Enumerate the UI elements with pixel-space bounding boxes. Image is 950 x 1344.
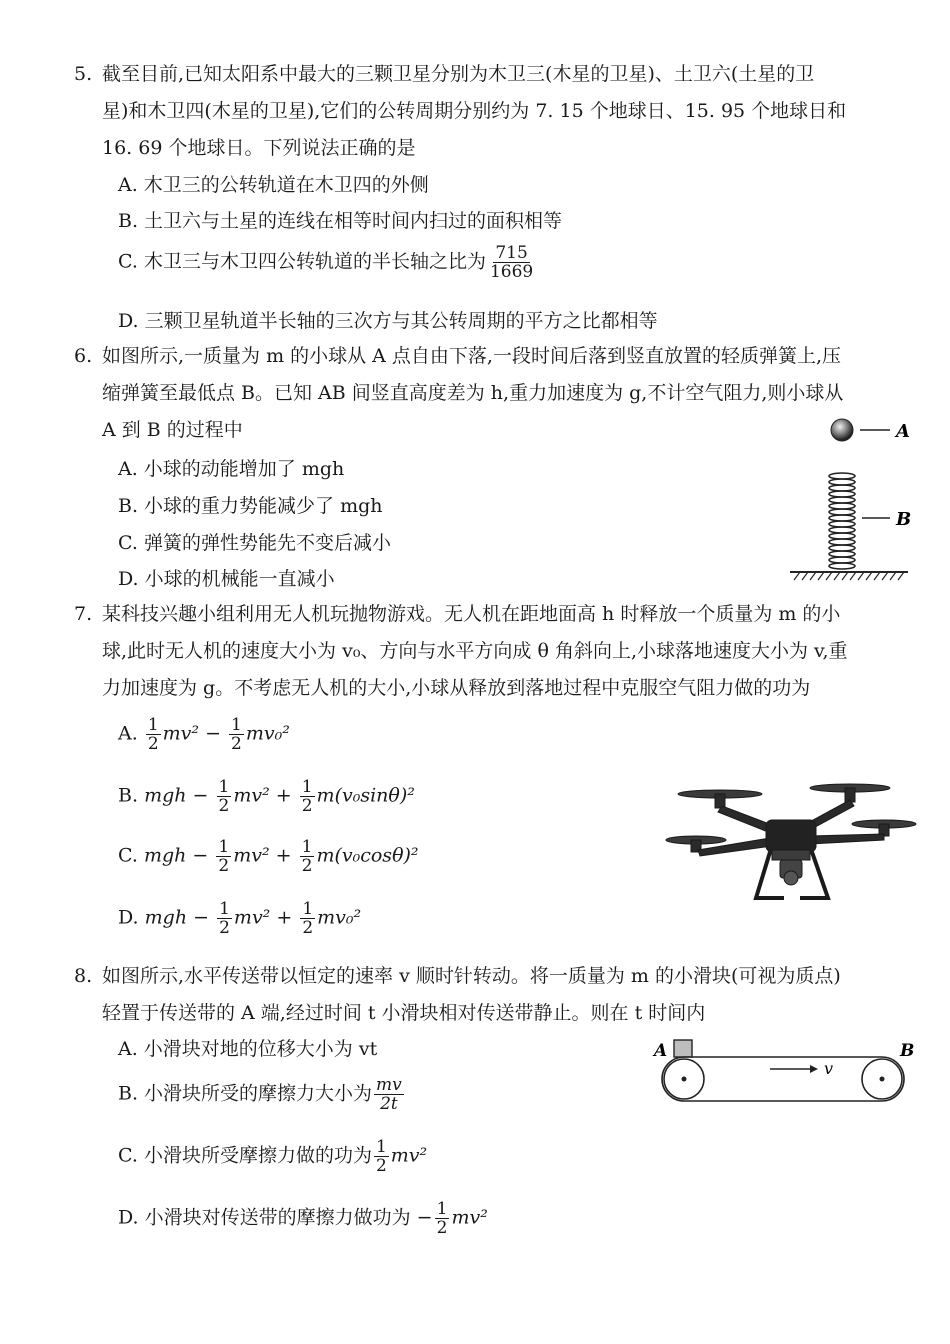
option-d: D. mgh − $\frac{1}{2}$ mv² + $\frac{1}{2}$ mv₀² xyxy=(118,899,362,938)
label-a: A xyxy=(654,1041,668,1061)
spring-ball-diagram xyxy=(780,412,920,584)
option-c: C. mgh − $\frac{1}{2}$ mv² + $\frac{1}{2}$ m(v₀cosθ)² xyxy=(118,837,419,876)
question-text: 如图所示,水平传送带以恒定的速率 v 顺时针转动。将一质量为 m 的小滑块(可视为质点) xyxy=(102,965,841,987)
option-c: C. 小滑块所受摩擦力做的功为 $\frac{1}{2}$ mv² xyxy=(118,1137,428,1176)
question-text: 16. 69 个地球日。下列说法正确的是 xyxy=(102,137,416,159)
label-b: B xyxy=(896,509,912,530)
question-number: 6. xyxy=(74,345,93,367)
fraction: $\frac{1}{2}$ xyxy=(436,1199,448,1238)
option-b: B. mgh − $\frac{1}{2}$ mv² + $\frac{1}{2}$ m(v₀sinθ)² xyxy=(118,777,415,816)
question-5 xyxy=(74,56,920,167)
ground-hatch xyxy=(794,572,904,580)
question-text: 球,此时无人机的速度大小为 v₀、方向与水平方向成 θ 角斜向上,小球落地速度大小为 v,重 xyxy=(102,640,848,662)
question-number: 7. xyxy=(74,603,93,625)
question-7 xyxy=(74,596,920,707)
option-c: C. 木卫三与木卫四公转轨道的半长轴之比为 $\frac{715}{1669}$ xyxy=(118,243,534,282)
option-d: D. 小滑块对传送带的摩擦力做功为 − $\frac{1}{2}$ mv² xyxy=(118,1199,488,1238)
label-b: B xyxy=(900,1041,915,1061)
label-a: A xyxy=(896,421,910,442)
question-text: 轻置于传送带的 A 端,经过时间 t 小滑块相对传送带静止。则在 t 时间内 xyxy=(102,1002,706,1024)
option-b: B. 小滑块所受的摩擦力大小为 $\frac{mv}{2t}$ xyxy=(118,1075,402,1114)
option-b: B. 小球的重力势能减少了 mgh xyxy=(118,495,383,517)
question-text: 星)和木卫四(木星的卫星),它们的公转周期分别约为 7. 15 个地球日、15. 95 个地球日和 xyxy=(102,100,847,122)
fraction: $\frac{1}{2}$ xyxy=(375,1137,387,1176)
question-text: 截至目前,已知太阳系中最大的三颗卫星分别为木卫三(木星的卫星)、土卫六(土星的卫 xyxy=(102,63,815,85)
fraction: $\frac{715}{1669}$ xyxy=(489,243,534,282)
drone-image xyxy=(660,766,920,906)
question-number: 8. xyxy=(74,965,93,987)
option-a: A. 小球的动能增加了 mgh xyxy=(118,458,345,480)
conveyor-belt-diagram xyxy=(650,1036,920,1108)
option-b: B. 土卫六与土星的连线在相等时间内扫过的面积相等 xyxy=(118,210,563,232)
question-text: 力加速度为 g。不考虑无人机的大小,小球从释放到落地过程中克服空气阻力做的功为 xyxy=(102,677,811,699)
question-8 xyxy=(74,958,920,1032)
ball xyxy=(831,419,853,441)
label-v: v xyxy=(824,1059,834,1078)
option-c: C. 弹簧的弹性势能先不变后减小 xyxy=(118,532,391,554)
option-a: A. 小滑块对地的位移大小为 vt xyxy=(118,1038,378,1060)
option-a: A. $\frac{1}{2}$ mv² − $\frac{1}{2}$ mv₀² xyxy=(118,715,290,754)
slider-block xyxy=(674,1040,692,1057)
question-number: 5. xyxy=(74,63,93,85)
question-text: 缩弹簧至最低点 B。已知 AB 间竖直高度差为 h,重力加速度为 g,不计空气阻力,则小球从 xyxy=(102,382,844,404)
option-d: D. 小球的机械能一直减小 xyxy=(118,568,335,590)
question-text: 如图所示,一质量为 m 的小球从 A 点自由下落,一段时间后落到竖直放置的轻质弹簧上,压 xyxy=(102,345,842,367)
question-text: A 到 B 的过程中 xyxy=(102,419,243,441)
option-d: D. 三颗卫星轨道半长轴的三次方与其公转周期的平方之比都相等 xyxy=(118,310,658,332)
spring xyxy=(829,473,855,569)
fraction: $\frac{mv}{2t}$ xyxy=(376,1075,402,1114)
question-text: 某科技兴趣小组利用无人机玩抛物游戏。无人机在距地面高 h 时释放一个质量为 m 的小 xyxy=(102,603,841,625)
option-a: A. 木卫三的公转轨道在木卫四的外侧 xyxy=(118,174,429,196)
